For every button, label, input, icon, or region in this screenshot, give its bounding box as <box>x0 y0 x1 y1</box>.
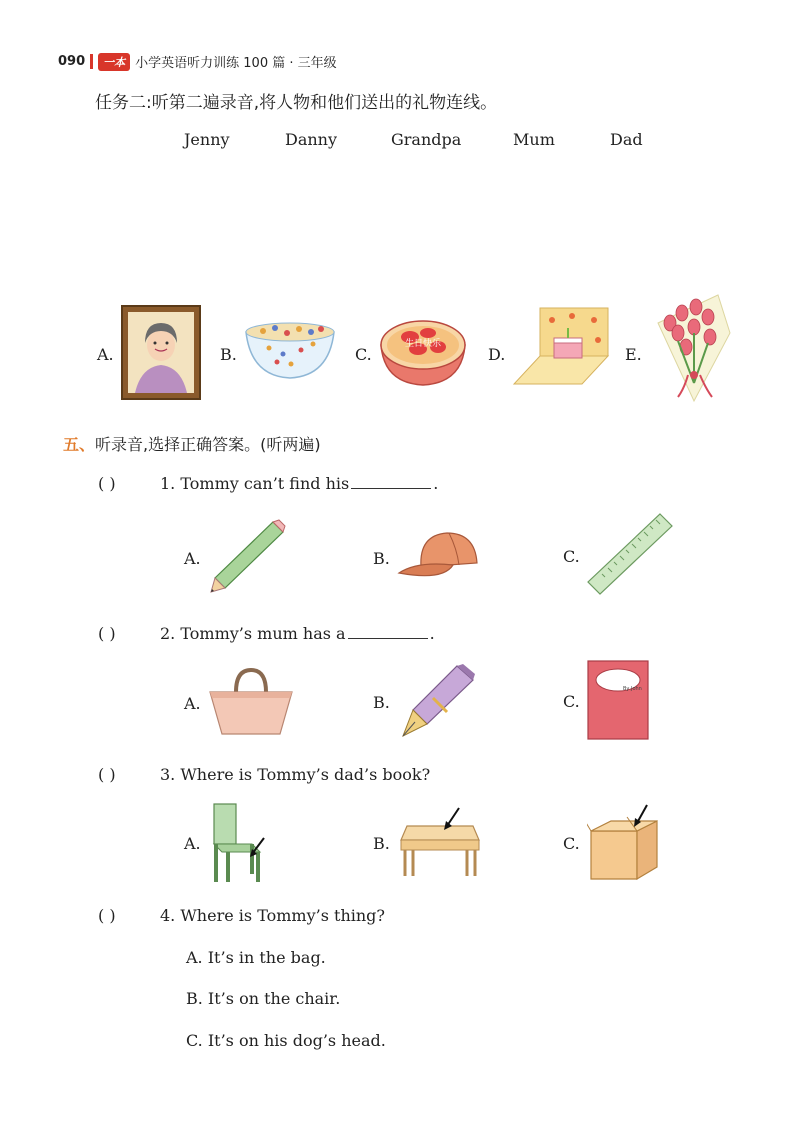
ruler-icon <box>586 512 674 596</box>
pencil-icon <box>207 518 287 594</box>
question-4-text: 4. Where is Tommy’s thing? <box>160 906 385 925</box>
header-divider <box>90 54 93 69</box>
section5-instruction: 听录音,选择正确答案。(听两遍) <box>95 435 321 454</box>
name-grandpa: Grandpa <box>391 130 462 149</box>
cap-icon <box>397 527 481 583</box>
name-jenny: Jenny <box>184 130 230 149</box>
notebook-icon <box>587 660 649 740</box>
q1-option-a-label: A. <box>184 549 201 568</box>
answer-blank[interactable] <box>351 474 431 489</box>
question-1-end: . <box>433 474 439 493</box>
gift-option-d-label: D. <box>488 345 506 364</box>
brand-logo: 一本 <box>98 53 130 71</box>
cereal-bowl-icon <box>243 320 337 380</box>
name-danny: Danny <box>285 130 338 149</box>
answer-parentheses[interactable]: ( ) <box>98 765 116 784</box>
answer-parentheses[interactable]: ( ) <box>98 906 116 925</box>
q4-choice-a: A. It’s in the bag. <box>186 948 326 967</box>
question-1 <box>98 474 438 493</box>
q4-choice-b: B. It’s on the chair. <box>186 989 341 1008</box>
gift-option-e-label: E. <box>625 345 642 364</box>
q4-choice-c: C. It’s on his dog’s head. <box>186 1031 386 1050</box>
name-dad: Dad <box>610 130 643 149</box>
q3-option-c-label: C. <box>563 834 580 853</box>
q2-option-c-label: C. <box>563 692 580 711</box>
soup-greeting-text: 生日快乐 <box>404 339 442 349</box>
question-4 <box>98 906 385 925</box>
question-2-text: 2. Tommy’s mum has a <box>160 624 346 643</box>
q2-option-a-label: A. <box>184 694 201 713</box>
q1-option-b-label: B. <box>373 549 390 568</box>
name-mum: Mum <box>513 130 555 149</box>
gift-option-b-label: B. <box>220 345 237 364</box>
section5-heading <box>63 432 321 455</box>
q3-option-a-label: A. <box>184 834 201 853</box>
question-1-text: 1. Tommy can’t find his <box>160 474 350 493</box>
popup-card-icon <box>512 306 612 386</box>
question-2-end: . <box>429 624 435 643</box>
question-2 <box>98 624 435 643</box>
page-header <box>58 52 337 71</box>
handbag-icon <box>208 666 294 736</box>
q2-option-b-label: B. <box>373 693 390 712</box>
fountain-pen-icon <box>397 662 477 740</box>
answer-parentheses[interactable]: ( ) <box>98 474 116 493</box>
answer-parentheses[interactable]: ( ) <box>98 624 116 643</box>
desk-icon <box>397 806 481 878</box>
noodle-soup-icon <box>378 315 468 387</box>
answer-blank[interactable] <box>348 624 428 639</box>
flower-bouquet-icon <box>648 293 732 408</box>
section5-number: 五、 <box>63 435 96 454</box>
question-3 <box>98 765 430 784</box>
q3-option-b-label: B. <box>373 834 390 853</box>
task2-instruction: 任务二:听第二遍录音,将人物和他们送出的礼物连线。 <box>95 93 498 113</box>
gift-option-c-label: C. <box>355 345 372 364</box>
page-number: 090 <box>58 54 86 69</box>
chair-icon <box>208 802 268 884</box>
gift-option-a-label: A. <box>97 345 114 364</box>
notebook-owner-text: By John <box>623 686 642 692</box>
question-3-text: 3. Where is Tommy’s dad’s book? <box>160 765 431 784</box>
portrait-icon <box>121 305 201 400</box>
book-title: 小学英语听力训练 100 篇 · 三年级 <box>135 56 337 71</box>
q1-option-c-label: C. <box>563 547 580 566</box>
box-icon <box>587 803 661 881</box>
